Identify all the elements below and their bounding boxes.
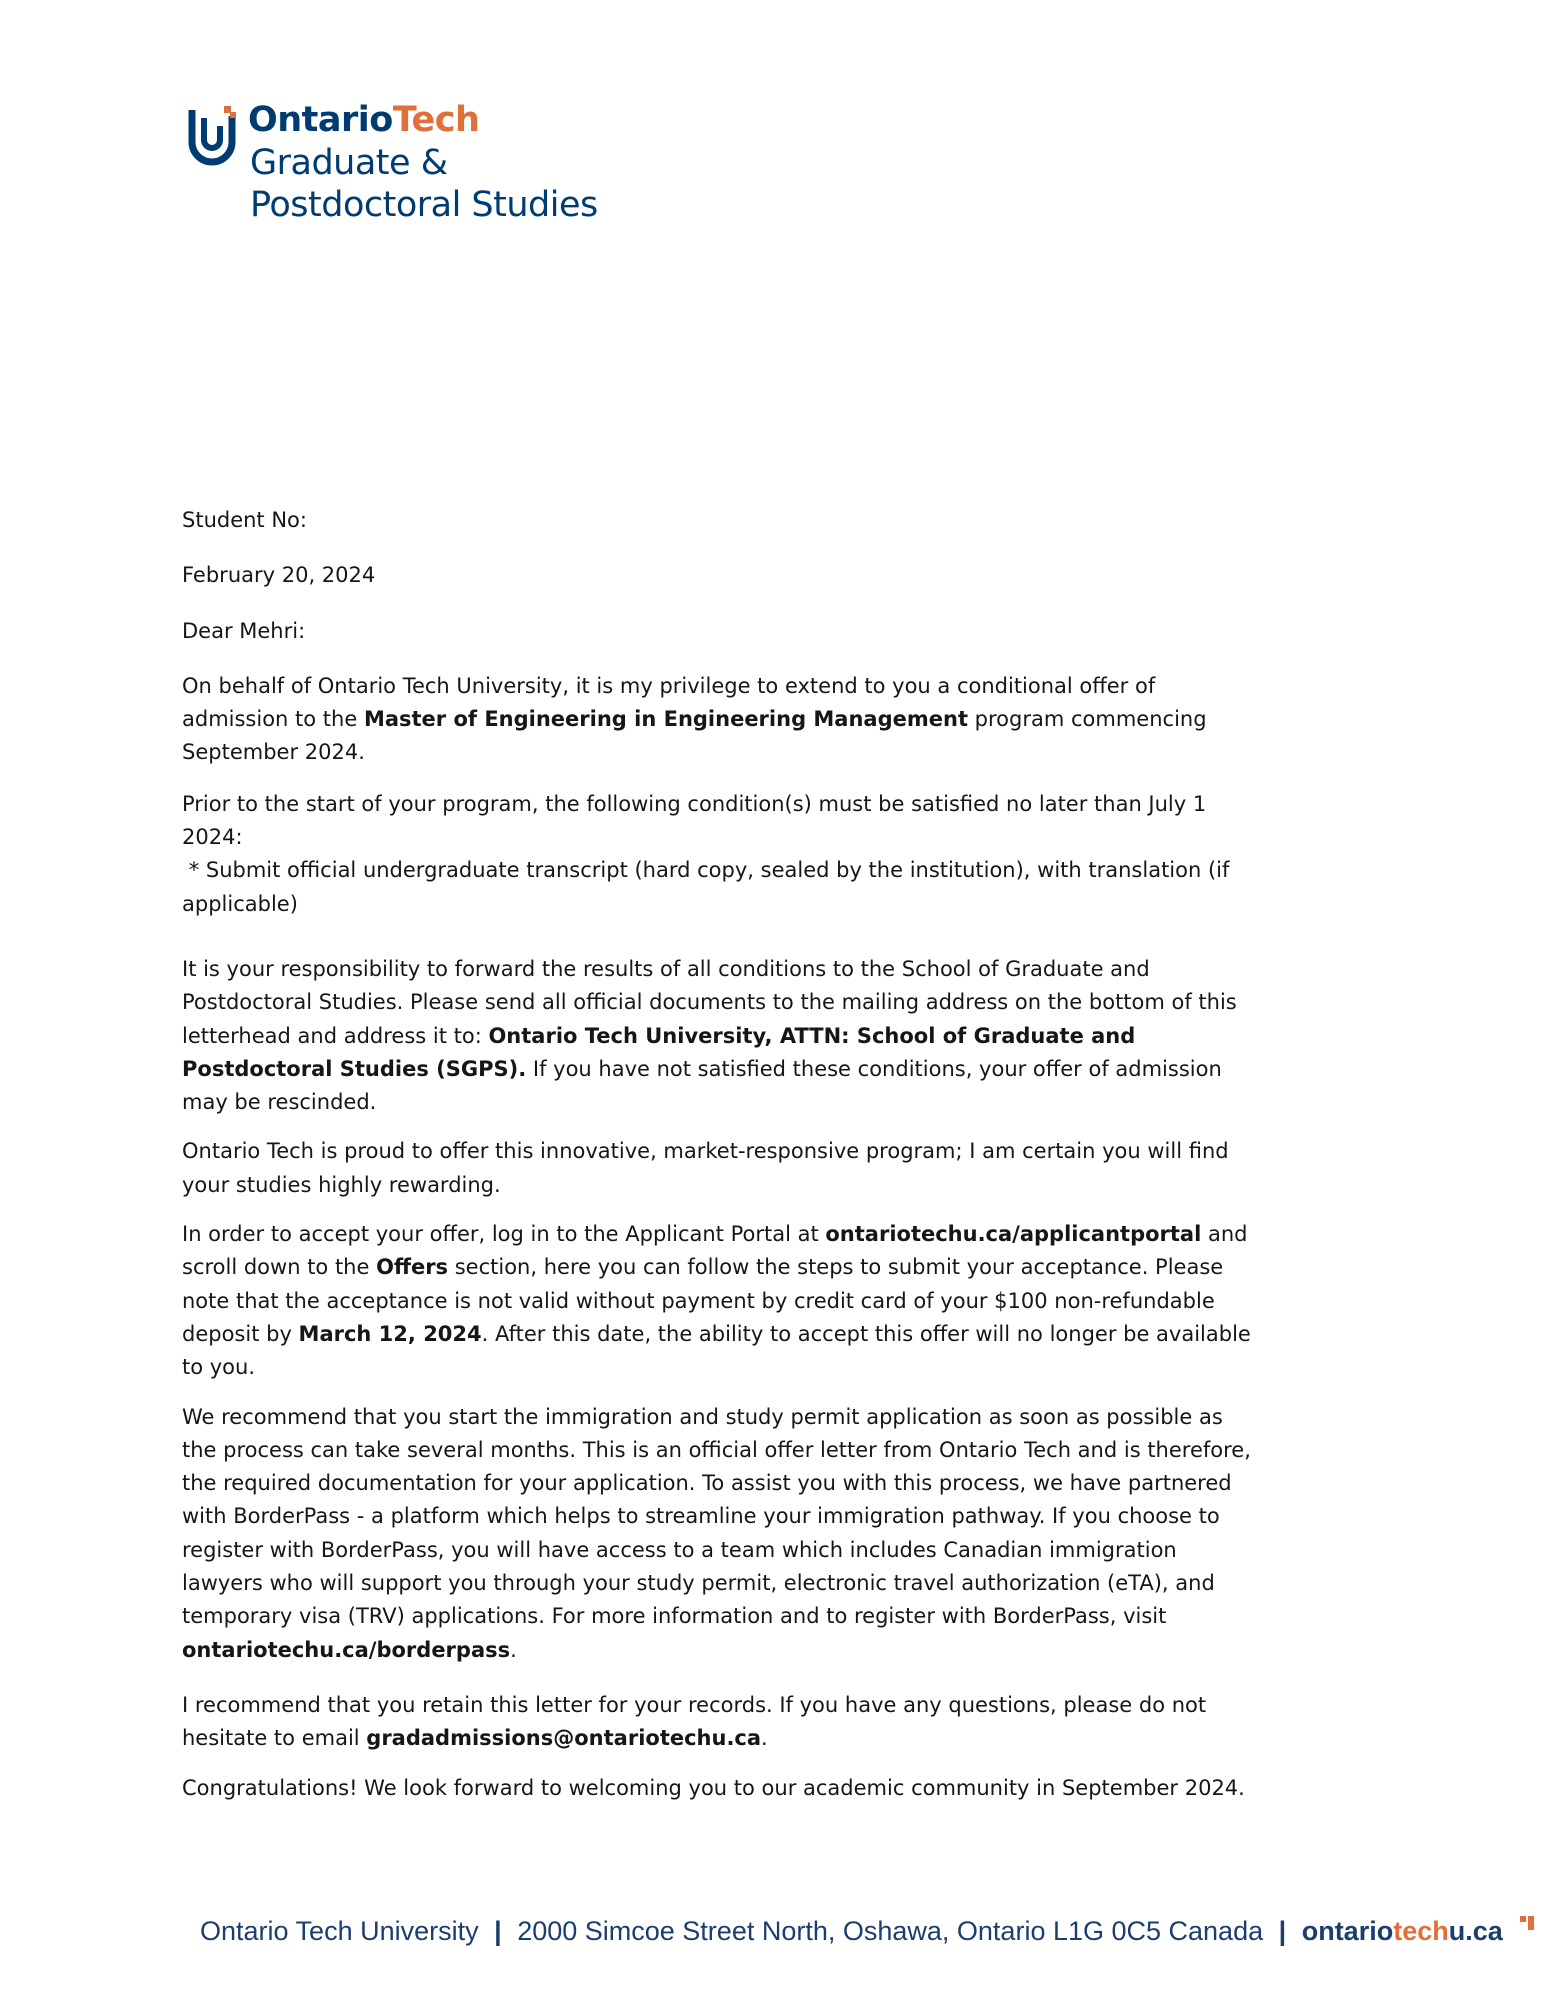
logo-word-ontario: Ontario [248,100,393,140]
salutation: Dear Mehri: [182,618,306,643]
mailing-attention: Ontario Tech University, ATTN: School of Graduate and Postdoctoral Studies (SGPS). [182,1023,1136,1081]
letter-body [182,504,1262,1805]
paragraph-congratulations: Congratulations! We look forward to welcoming you to our academic community in September 2024. [182,1775,1245,1800]
applicant-portal-link[interactable]: ontariotechu.ca/applicantportal [825,1222,1202,1247]
borderpass-link[interactable]: ontariotechu.ca/borderpass [182,1637,511,1662]
admissions-email-link[interactable]: gradadmissions@ontariotechu.ca [366,1726,762,1751]
letter-date: February 20, 2024 [182,563,376,588]
letterhead-footer [200,1916,1503,1947]
footer-separator: | [1278,1916,1287,1946]
footer-address: 2000 Simcoe Street North, Oshawa, Ontario L1G 0C5 Canada [517,1916,1264,1946]
department-line-2: Postdoctoral Studies [250,185,598,225]
student-number-label: Student No: [182,508,307,532]
footer-website-link[interactable]: ontariotechu.ca [1301,1916,1503,1946]
paragraph-responsibility: It is your responsibility to forward the results of all conditions to the School of Graduate and Postdoctoral Studies. Please send all official documents to the mailing address on the bottom of this letterhead and address it to: Ontario Tech University, ATTN: School of Graduate and Postdoctoral Studies (SGPS). If you have not satisfied these conditions, your offer of admission may be rescinded. [182,956,1237,1115]
program-name: Master of Engineering in Engineering Management [363,707,968,732]
condition-item: * Submit official undergraduate transcript (hard copy, sealed by the institution), with translation (if applicable) [182,858,1237,916]
brand-corner-mark-icon [1520,1916,1536,1932]
logo-word-tech: Tech [392,100,480,140]
paragraph-immigration: We recommend that you start the immigration and study permit application as soon as possible as the process can take several months. This is an official offer letter from Ontario Tech and is therefore, the required documentation for your application. To assist you with this process, we have partnered with BorderPass - a platform which helps to streamline your immigration pathway. If you choose to register with BorderPass, you will have access to a team which includes Canadian immigration lawyers who will support you through your study permit, electronic travel authorization (eTA), and temporary visa (TRV) applications. For more information and to register with BorderPass, visit ontariotechu.ca/borderpass. [182,1404,1251,1662]
footer-separator: | [494,1916,502,1946]
ontario-tech-logo [186,100,636,230]
footer-university: Ontario Tech University [200,1916,479,1946]
shield-logo-icon [186,106,240,168]
offers-section-label: Offers [376,1255,449,1280]
logo-wordmark [248,100,479,140]
paragraph-records: I recommend that you retain this letter for your records. If you have any questions, please do not hesitate to email gradadmissions@ontariotechu.ca. [182,1692,1207,1751]
paragraph-offer: On behalf of Ontario Tech University, it is my privilege to extend to you a conditional offer of admission to the Master of Engineering in Engineering Management program commencing September 2024. [182,673,1207,765]
department-name [250,142,598,226]
deposit-deadline: March 12, 2024 [298,1321,482,1346]
paragraph-conditions: Prior to the start of your program, the following condition(s) must be satisfied no later than July 1 2024: * Submit official undergraduate transcript (hard copy, sealed by the institution), with translation (if applicable) [182,791,1237,916]
department-line-1: Graduate & [250,143,448,183]
paragraph-acceptance: In order to accept your offer, log in to the Applicant Portal at ontariotechu.ca/applicantportal and scroll down to the Offers section, here you can follow the steps to submit your acceptance. Please note that the acceptance is not valid without payment by credit card of your $100 non-refundable deposit by March 12, 2024. After this date, the ability to accept this offer will no longer be available to you. [182,1222,1251,1380]
paragraph-program-pride: Ontario Tech is proud to offer this innovative, market-responsive program; I am certain you will find your studies highly rewarding. [182,1139,1229,1197]
